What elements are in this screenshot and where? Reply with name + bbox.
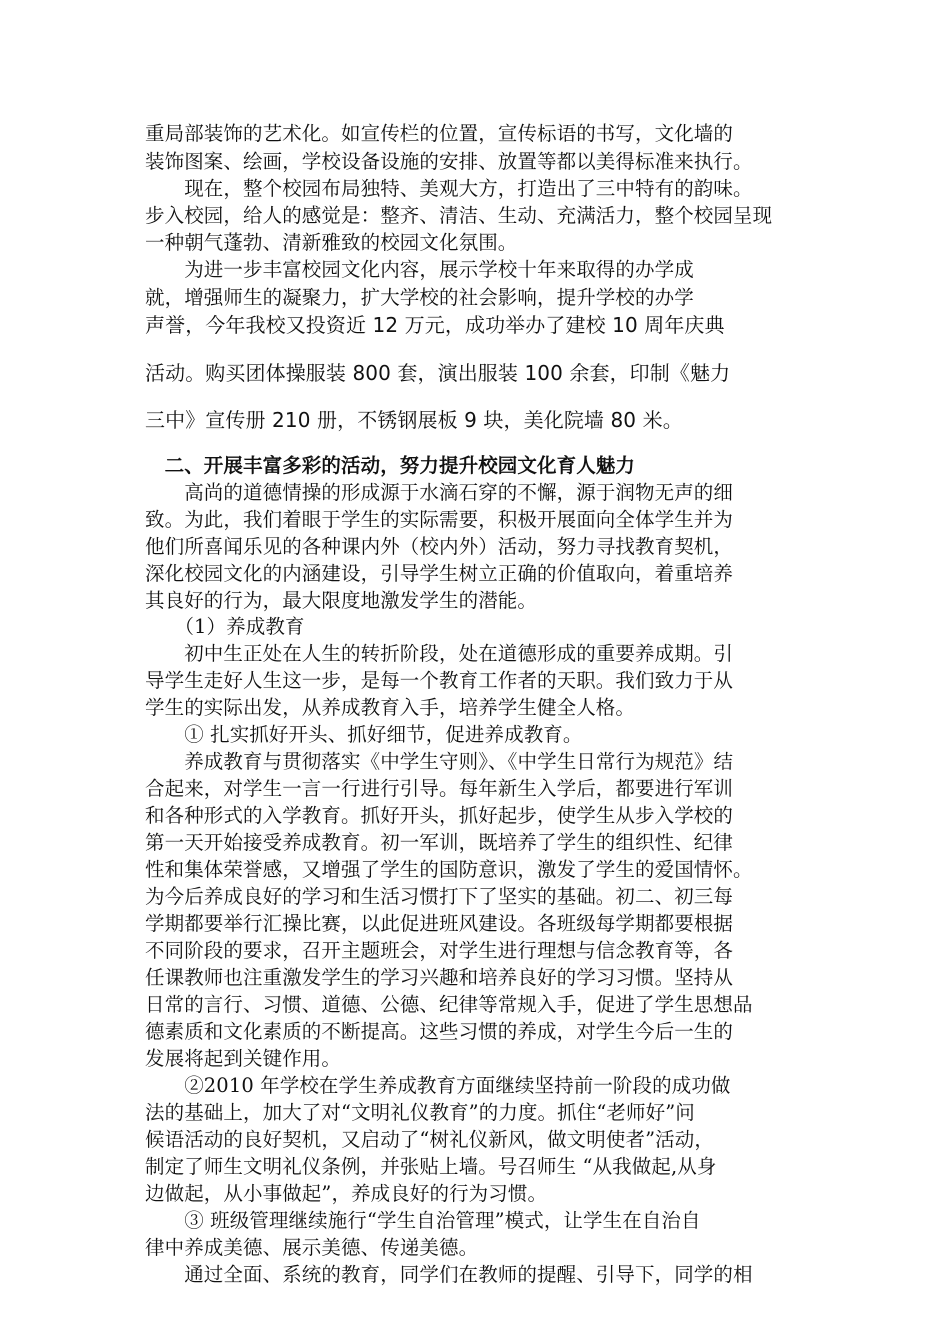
text-line: 步入校园，给人的感觉是：整齐、清洁、生动、充满活力，整个校园呈现 <box>145 204 773 227</box>
text-line: 为进一步丰富校园文化内容，展示学校十年来取得的办学成 <box>145 258 694 281</box>
text-line: 日常的言行、习惯、道德、公德、纪律等常规入手，促进了学生思想品 <box>145 993 753 1016</box>
text-line: 致。为此，我们着眼于学生的实际需要，积极开展面向全体学生并为 <box>145 508 734 531</box>
text-line: 第一天开始接受养成教育。初一军训，既培养了学生的组织性、纪律 <box>145 831 734 854</box>
text-line: 学期都要举行汇操比赛，以此促进班风建设。各班级每学期都要根据 <box>145 912 734 935</box>
text-line: 候语活动的良好契机，又启动了“树礼仪新风，做文明使者”活动， <box>145 1128 714 1151</box>
text-line: 初中生正处在人生的转折阶段，处在道德形成的重要养成期。引 <box>145 642 734 665</box>
text-line: 合起来，对学生一言一行进行引导。每年新生入学后，都要进行军训 <box>145 777 734 800</box>
text-line: 重局部装饰的艺术化。如宣传栏的位置，宣传标语的书写，文化墙的 <box>145 122 734 145</box>
text-line: 就，增强师生的凝聚力，扩大学校的社会影响，提升学校的办学 <box>145 286 694 309</box>
text-line: 养成教育与贯彻落实《中学生守则》、《中学生日常行为规范》结 <box>145 750 734 773</box>
section-heading: 二、开展丰富多彩的活动，努力提升校园文化育人魅力 <box>145 454 636 477</box>
text-line: 声誉，今年我校又投资近 12 万元，成功举办了建校 10 周年庆典 <box>145 313 725 337</box>
text-line: 和各种形式的入学教育。抓好开头，抓好起步，使学生从步入学校的 <box>145 804 734 827</box>
text-line: ②2010 年学校在学生养成教育方面继续坚持前一阶段的成功做 <box>145 1074 731 1097</box>
text-line: 一种朝气蓬勃、清新雅致的校园文化氛围。 <box>145 231 518 254</box>
text-line: 为今后养成良好的学习和生活习惯打下了坚实的基础。初二、初三每 <box>145 885 734 908</box>
text-line: 发展将起到关键作用。 <box>145 1047 342 1070</box>
text-line: ① 扎实抓好开头、抓好细节，促进养成教育。 <box>145 723 583 746</box>
text-line: 三中》宣传册 210 册，不锈钢展板 9 块，美化院墙 80 米。 <box>145 408 683 432</box>
text-line: 活动。购买团体操服装 800 套，演出服装 100 余套，印制《魅力 <box>145 361 731 385</box>
text-line: 高尚的道德情操的形成源于水滴石穿的不懈，源于润物无声的细 <box>145 481 734 504</box>
text-line: 不同阶段的要求，召开主题班会，对学生进行理想与信念教育等，各 <box>145 939 734 962</box>
text-line: ③ 班级管理继续施行“学生自治管理”模式，让学生在自治自 <box>145 1209 701 1232</box>
text-line: 其良好的行为，最大限度地激发学生的潜能。 <box>145 589 538 612</box>
text-line: 任课教师也注重激发学生的学习兴趣和培养良好的学习习惯。坚持从 <box>145 966 734 989</box>
subsection-heading: （1）养成教育 <box>145 615 305 638</box>
text-line: 现在，整个校园布局独特、美观大方，打造出了三中特有的韵味。 <box>145 177 753 200</box>
text-line: 性和集体荣誉感，又增强了学生的国防意识，激发了学生的爱国情怀。 <box>145 858 753 881</box>
text-line: 装饰图案、绘画，学校设备设施的安排、放置等都以美得标准来执行。 <box>145 150 753 173</box>
text-line: 制定了师生文明礼仪条例，并张贴上墙。号召师生 “从我做起,从身 <box>145 1155 717 1178</box>
text-line: 法的基础上，加大了对“文明礼仪教育”的力度。抓住“老师好”问 <box>145 1101 695 1124</box>
text-line: 边做起，从小事做起”，养成良好的行为习惯。 <box>145 1182 548 1205</box>
text-line: 深化校园文化的内涵建设，引导学生树立正确的价值取向，着重培养 <box>145 562 734 585</box>
text-line: 律中养成美德、展示美德、传递美德。 <box>145 1236 479 1259</box>
text-line: 通过全面、系统的教育，同学们在教师的提醒、引导下，同学的相 <box>145 1263 753 1286</box>
text-line: 德素质和文化素质的不断提高。这些习惯的养成，对学生今后一生的 <box>145 1020 734 1043</box>
text-line: 他们所喜闻乐见的各种课内外（校内外）活动，努力寻找教育契机， <box>145 535 734 558</box>
text-line: 学生的实际出发，从养成教育入手，培养学生健全人格。 <box>145 696 636 719</box>
text-line: 导学生走好人生这一步，是每一个教育工作者的天职。我们致力于从 <box>145 669 734 692</box>
